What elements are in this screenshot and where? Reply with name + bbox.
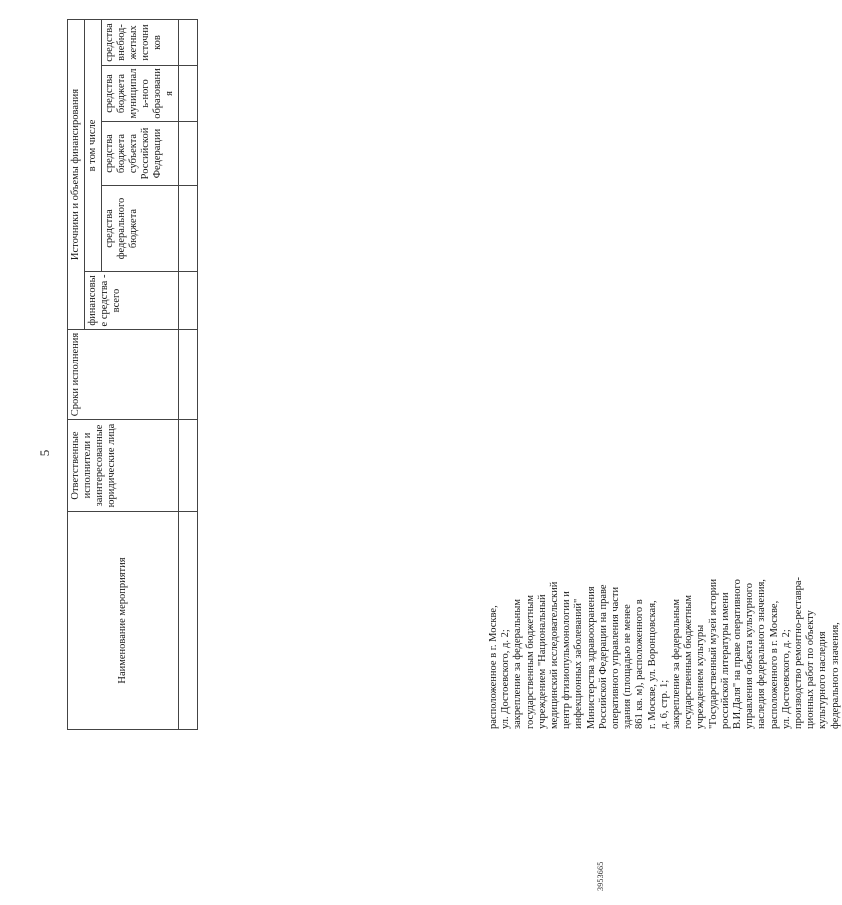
header-event-name: Наименование мероприятия [68,512,179,730]
text-line: д. 6, стр. 1; [658,679,670,729]
text-line: медицинский исследовательский [549,581,561,729]
text-line: государственным бюджетным [683,595,695,729]
header-municipal-budget: средства бюджета муниципаль-ного образования [102,66,179,122]
text-line: центр фтизиопульмонологии и [561,591,573,729]
text-line: российской литературы имени [719,592,731,729]
text-line: учреждением культуры [695,624,707,729]
text-line: культурного наследия [817,631,829,729]
text-line: В.И.Даля" на праве оперативного [732,579,744,729]
event-description-text [488,439,842,729]
financing-table [67,19,198,730]
page-number: 5 [37,449,52,457]
text-line: 861 кв. м), расположенного в [634,599,646,729]
header-total: финансовые средства - всего [85,272,179,330]
text-line: учреждением "Национальный [536,594,548,729]
text-line: ул. Достоевского, д. 2; [500,629,512,729]
document-id: 3953665 [596,861,605,891]
header-federal-budget: средства федерального бюджета [102,186,179,272]
table-row [179,19,198,729]
header-responsible: Ответственные исполнители и заинтересованные юридические лица [68,420,179,512]
text-line: здания (площадью не менее [622,604,634,729]
text-line: государственным бюджетным [524,595,536,729]
header-financing-sources: Источники и объемы финансирования [68,19,85,329]
text-line: оперативного управления части [610,586,622,729]
text-line: расположенного в г. Москве, [768,600,780,729]
header-including: в том числе [85,19,102,271]
header-extrabudgetary: средства внебюд-жетных источников [102,19,179,65]
text-line: закрепление за федеральным [512,599,524,729]
text-line: ул. Достоевского, д. 2; [780,629,792,729]
text-line: ционных работ по объекту [805,610,817,729]
text-line: расположенное в г. Москве, [488,605,499,729]
text-line: Российской Федерации на праве [597,584,609,729]
text-line: "Государственный музей истории [707,578,719,729]
header-subject-budget: средства бюджета субъекта Российской Федерации [102,122,179,186]
text-line: федерального значения, [829,622,841,729]
text-line: производство ремонтно-реставра- [793,576,805,729]
text-line: наследия федерального значения, [756,579,768,729]
text-line: управления объекта культурного [744,582,756,729]
header-terms: Сроки исполнения [68,330,179,420]
text-line: Министерства здравоохранения [585,586,597,729]
text-line: закрепление за федеральным [671,599,683,729]
text-line: инфекционных заболеваний" [573,598,585,729]
text-line: г. Москве, ул. Воронцовская, [646,600,658,729]
